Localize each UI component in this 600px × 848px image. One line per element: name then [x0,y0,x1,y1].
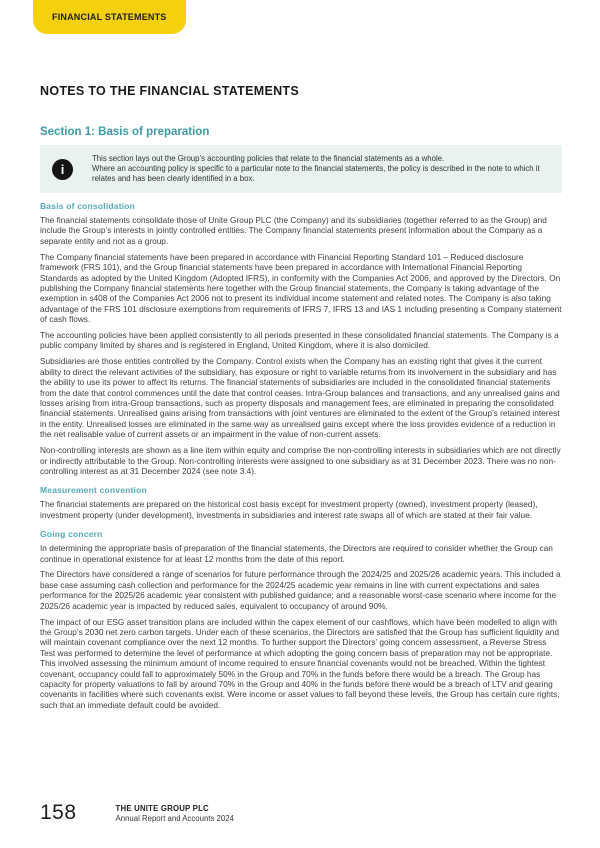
body-paragraph: The Company financial statements have been prepared in accordance with Financial Reporting Standard 101 – Reduced disclosure framework (FRS 101), and the Group financial statements have been prepared in accordance with International Financial Reporting Standards as adopted by the United Kingdom (Adopted IFRS), in conformity with the Companies Act 2006, and approved by the Directors. On publishing the Company financial statements here together with the Group financial statements, the Company is taking advantage of the exemption in s408 of the Companies Act 2006 not to present its individual income statement and related notes. The Company is also taking advantage of the FRS 101 disclosure exemptions from requirements of IFRS 7, IFRS 13 and IAS 1 including presenting a Company statement of cash flows. [40,251,562,325]
body-paragraph: The Directors have considered a range of scenarios for future performance through the 2024/25 and 2025/26 academic years. This included a base case assuming cash collection and performance for the 2024/25 academic year remains in line with current expectations and sales performance for the 2025/26 academic year consistent with published guidance; and a reasonable worst-case scenario where income for the 2025/26 academic year is impacted by reduced sales, equivalent to occupancy of around 90%. [40,569,561,611]
company-name: THE UNITE GROUP PLC [115,804,209,813]
report-title: Annual Report and Accounts 2024 [115,814,234,823]
info-box [40,145,562,193]
body-paragraph: The financial statements consolidate those of Unite Group PLC (the Company) and its subsidiaries (together referred to as the Group) and include the Group’s interests in jointly controlled entities. The Company financial statements present information about the Company as a separate entity and not as a group. [40,215,547,246]
body-paragraph: The financial statements are prepared on the historical cost basis except for investment property (owned), investment property (leased), investment property (under development), investments in subsidiaries and interest rate swaps all of which are stated at their fair value. [40,499,538,520]
info-box-text [92,154,548,184]
body-paragraph: Non-controlling interests are shown as a line item within equity and comprise the non-controlling interests in subsidiaries which are not directly or indirectly attributable to the Group. Non-controlling interests were assigned to one subsidiary as at 31 December 2023. There was no non-controlling interest as at 31 December 2024 (see note 3.4). [40,445,561,476]
page-content [40,201,562,710]
body-paragraph: The accounting policies have been applied consistently to all periods presented in these consolidated financial statements. The Company is a public company limited by shares and is registered in England, United Kingdom, where it is also domiciled. [40,330,559,351]
page-title: NOTES TO THE FINANCIAL STATEMENTS [40,84,299,98]
subheading-measurement-convention: Measurement convention [40,485,147,496]
section-tab [33,0,186,34]
body-paragraph: The impact of our ESG asset transition plans are included within the capex element of our cashflows, which have been modelled to align with the Group’s 2030 net zero carbon targets. Under each of these scenarios, the Directors are satisfied that the Group has sufficient liquidity and will maintain covenant compliance over the next 12 months. To further support the Directors’ going concern assessment, a Reverse Stress Test was performed to determine the level of performance at which adopting the going concern basis of preparation may not be appropriate. This involved assessing the minimum amount of income required to ensure financial covenants would not be breached. Within the tightest covenant, occupancy could fall to approximately 50% in the Group and 70% in the funds before there would be a breach. The Group has capacity for property valuations to fall by around 70% in the Group and 40% in the funds before there would be a breach of LTV and gearing covenants in facilities where such covenants exist. Were income or asset values to fall beyond these levels, the Group has certain cure rights, such that an immediate default could be avoided. [40,616,560,710]
footer-company-block [116,802,234,824]
info-box-line: This section lays out the Group’s accounting policies that relate to the financial statements as a whole. [92,154,445,163]
subheading-going-concern: Going concern [40,529,103,540]
body-paragraph: Subsidiaries are those entities controlled by the Company. Control exists when the Company has an existing right that gives it the current ability to direct the relevant activities of the subsidiary, has exposure or right to variable returns from its involvement in the subsidiary and has the ability to use its power to affect its returns. The financial statements of subsidiaries are included in the consolidated financial statements from the date that control commences until the date that control ceases. Intra-Group balances and transactions, and any unrealised gains and losses arising from intra-Group transactions, such as property disposals and management fees, are eliminated in preparing the consolidated financial statements. Unrealised gains arising from transactions with joint ventures are eliminated to the extent of the Group’s retained interest in the entity. Unrealised losses are eliminated in the same way as unrealised gains except where the loss provides evidence of a reduction in the net realisable value of current assets or an impairment in the value of non-current assets. [40,356,560,440]
section-heading: Section 1: Basis of preparation [40,126,210,138]
info-box-line: Where an accounting policy is specific to a particular note to the financial statements, the policy is described in the note to which it relates and has been clearly identified in a box. [92,164,540,183]
page-footer [40,802,234,824]
section-tab-label: FINANCIAL STATEMENTS [52,12,167,22]
page-number: 158 [40,801,77,824]
subheading-basis-of-consolidation: Basis of consolidation [40,201,136,211]
body-paragraph: In determining the appropriate basis of preparation of the financial statements, the Directors are required to consider whether the Group can continue in operational existence for at least 12 months from the date of this report. [40,543,553,564]
info-icon: i [52,159,73,180]
